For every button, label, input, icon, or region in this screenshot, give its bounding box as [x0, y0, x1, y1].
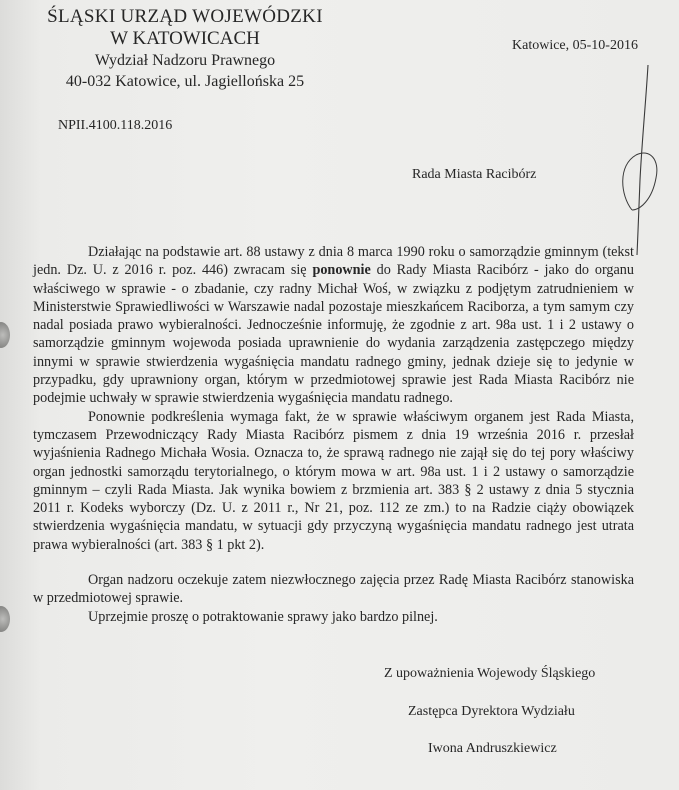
paragraph-2: Ponownie podkreślenia wymaga fakt, że w sprawie właściwym organem jest Rada Miasta, tymczasem Przewodniczący Rady Miasta Racibórz pismem z dnia 19 września 2016 r. przesłał wyjaśnienia Radnego Michała Wosia. Oznacza to, że sprawą radnego nie zajął się do tej pory właściwy organ jednostki samorządu terytorialnego, o którym mowa w art. 98a ust. 1 i 2 ustawy o samorządzie gminnym – czyli Rada Miasta. Jak wynika bowiem z brzmienia art. 383 § 2 ustawy z dnia 5 stycznia 2011 r. Kodeks wyborczy (Dz. U. z 2011 r., Nr 21, poz. 112 ze zm.) to na Radzie ciąży obowiązek stwierdzenia wygaśnięcia mandatu, w sytuacji gdy przyczyną wygaśnięcia mandatu radnego jest utrata prawa wybieralności (art. 383 § 1 pkt 2). [33, 408, 634, 553]
office-name-line2: W KATOWICACH [110, 28, 260, 49]
paragraph-1-text-start: Działając na podstawie art. 88 ustawy z dnia 8 marca 1990 roku o samorządzie gminnym (tekst jedn. Dz. U. z 2016 r. poz. 446) zwracam się [33, 244, 634, 279]
paragraph-3: Organ nadzoru oczekuje zatem niezwłocznego zajęcia przez Radę Miasta Racibórz stanowiska w przedmiotowej sprawie. [33, 572, 634, 607]
letter-body [33, 243, 634, 626]
signature-title: Zastępca Dyrektora Wydziału [408, 704, 575, 719]
issuer-block [35, 6, 335, 92]
place-and-date: Katowice, 05-10-2016 [512, 38, 638, 53]
signature-authorization: Z upoważnienia Wojewody Śląskiego [384, 666, 596, 681]
department-name: Wydział Nadzoru Prawnego [94, 52, 276, 69]
addressee: Rada Miasta Racibórz [412, 167, 537, 182]
emphasis-ponownie: ponownie [312, 262, 371, 279]
signature-name: Iwona Andruszkiewicz [428, 741, 557, 756]
paragraph-1 [33, 243, 634, 408]
office-address: 40-032 Katowice, ul. Jagiellońska 25 [65, 73, 305, 90]
paragraph-1-text-end: do Rady Miasta Racibórz - jako do organu właściwego w sprawie - o zbadanie, czy radny Michał Woś, w związku z podjętym zatrudnieniem w Ministerstwie Sprawiedliwości w Warszawie nadal pozostaje mieszkańcem Raciborza, a tym samym czy nadal posiada prawo wybieralności. Jednocześnie informuję, że zgodnie z art. 98a ust. 1 i 2 ustawy o samorządzie gminnym wojewoda posiada uprawnienie do wydania zarządzenia zastępczego między innymi w sprawie stwierdzenia wygaśnięcia mandatu radnego gminy, jednak dzieje się to jedynie w przypadku, gdy uprawniony organ, którym w przedmiotowej sprawie jest Rada Miasta Racibórz nie podejmie uchwały w sprawie stwierdzenia wygaśnięcia mandatu radnego. [33, 262, 634, 407]
handwritten-initials [610, 60, 670, 260]
reference-number: NPII.4100.118.2016 [58, 118, 173, 133]
office-name-line1: ŚLĄSKI URZĄD WOJEWÓDZKI [47, 6, 323, 27]
punch-hole [0, 606, 10, 632]
punch-hole [0, 322, 10, 348]
paragraph-4: Uprzejmie proszę o potraktowanie sprawy jako bardzo pilnej. [88, 608, 438, 625]
